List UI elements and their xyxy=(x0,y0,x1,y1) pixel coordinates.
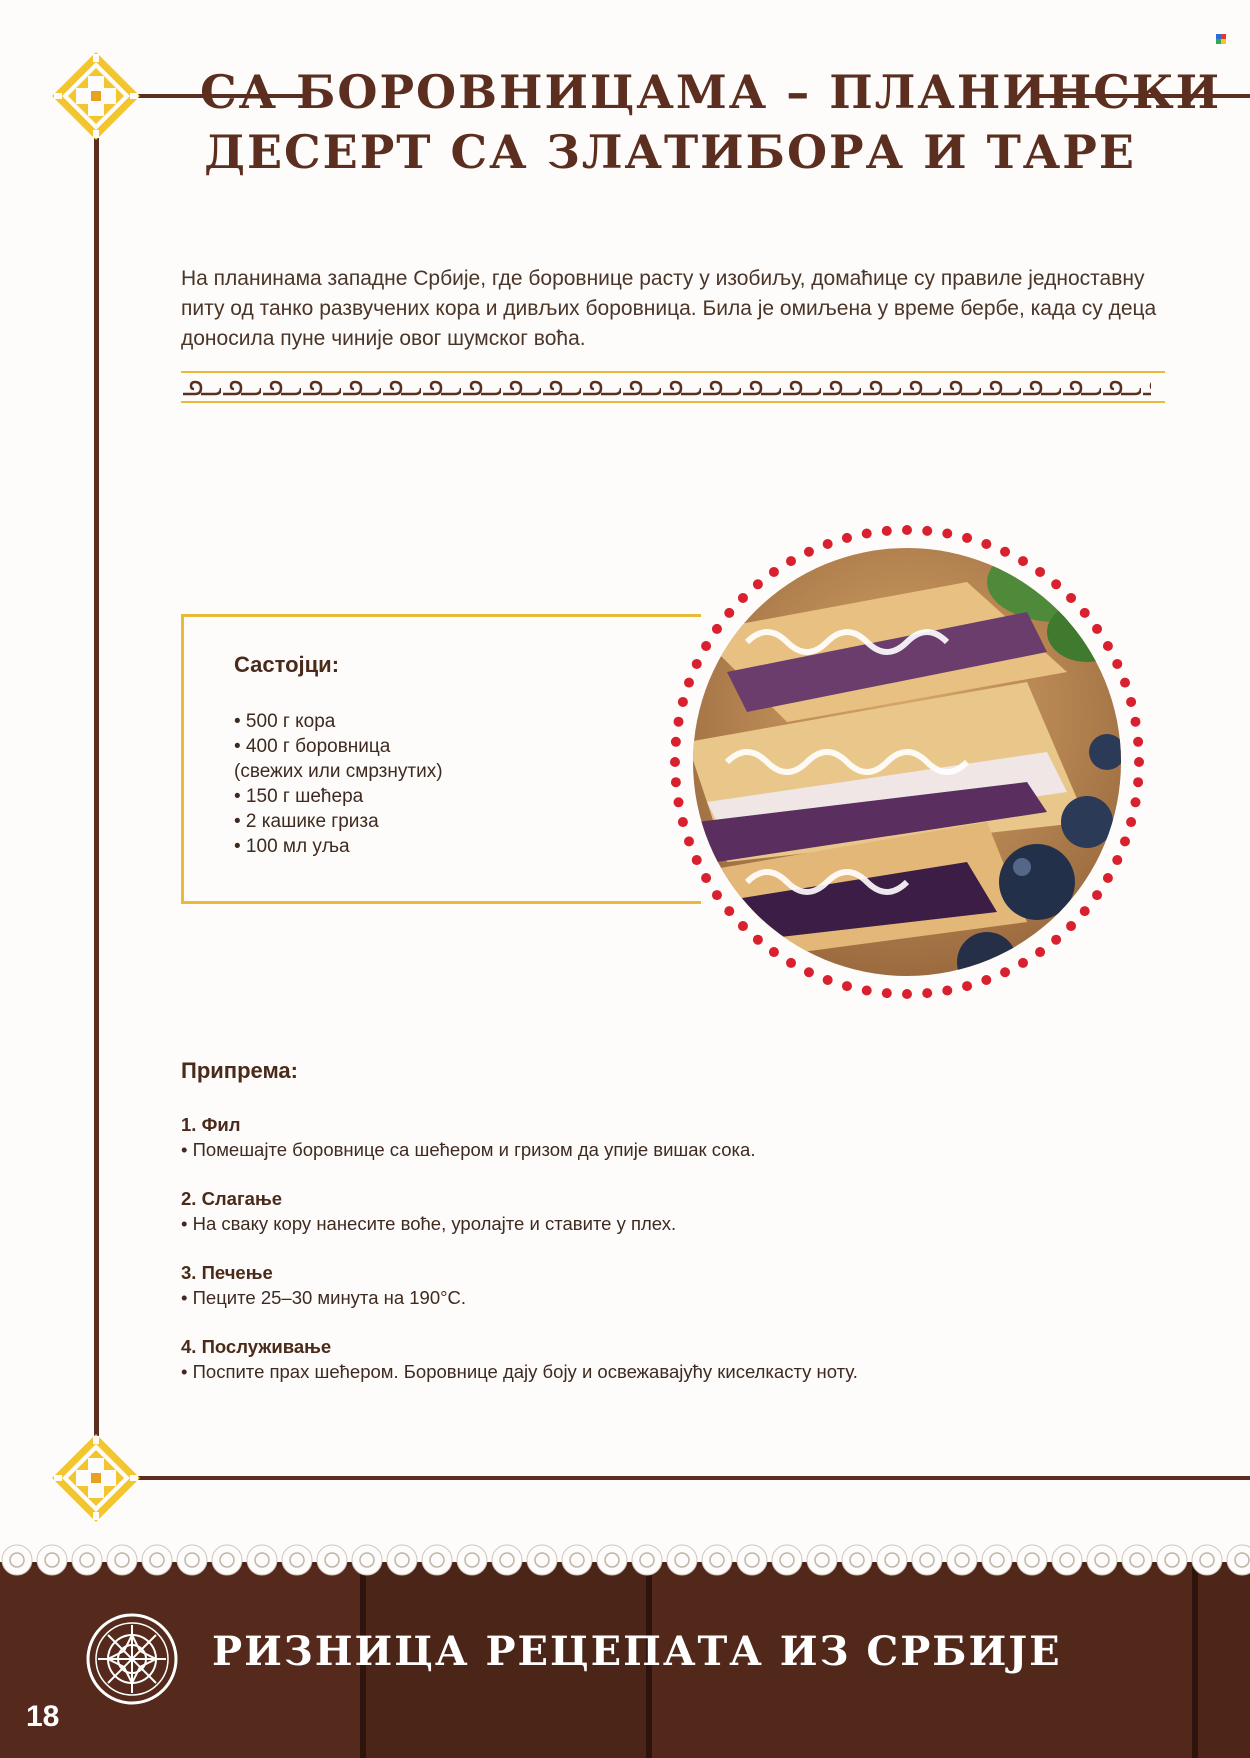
step-heading: 1. Фил xyxy=(181,1114,241,1135)
step-text: • На сваку кору нанесите воће, уролајте и ставите у плех. xyxy=(181,1213,677,1234)
ingredients-list xyxy=(234,709,443,859)
preparation-step xyxy=(181,1260,858,1310)
preparation-title: Припрема: xyxy=(181,1058,298,1083)
ingredient-item: • 500 г кора xyxy=(234,711,336,732)
footer-title: РИЗНИЦА РЕЦЕПАТА ИЗ СРБИЈЕ xyxy=(212,1628,1062,1675)
ingredient-item: • 150 г шећера xyxy=(234,786,364,807)
page-number: 18 xyxy=(26,1700,60,1733)
corner-ornament-bottom xyxy=(50,1432,142,1524)
step-heading: 4. Послуживање xyxy=(181,1336,332,1357)
rosette-emblem-icon xyxy=(85,1612,179,1706)
ingredient-item: (свежих или смрзнутих) xyxy=(234,761,443,782)
title-line-1: СА БОРОВНИЦАМА – ПЛАНИНСКИ xyxy=(200,65,1222,119)
intro-paragraph: На планинама западне Србије, где боровнице расту у изобиљу, домаћице су правиле једноставну питу од танко развучених кора и дивљих боровница. Била је омиљена у време бербе, када су деца доносила пуне чиније овог шумског воћа. xyxy=(181,267,1157,350)
preparation-step xyxy=(181,1186,858,1236)
ingredient-item: • 100 мл уља xyxy=(234,836,350,857)
preparation-step xyxy=(181,1112,858,1162)
page-title xyxy=(200,62,1222,182)
frame-bottom-line xyxy=(138,1476,1250,1480)
frame-left-line xyxy=(94,138,99,1438)
preparation-steps xyxy=(181,1112,858,1408)
ingredient-item: • 2 кашике гриза xyxy=(234,811,379,832)
step-heading: 2. Слагање xyxy=(181,1188,283,1209)
title-line-2: ДЕСЕРТ СА ЗЛАТИБОРА И ТАРЕ xyxy=(204,125,1136,179)
step-heading: 3. Печење xyxy=(181,1262,273,1283)
blueberry-pie-photo xyxy=(667,522,1147,1002)
color-mark-icon xyxy=(1216,34,1226,44)
step-text: • Помешајте боровнице са шећером и гризом да упије вишак сока. xyxy=(181,1139,756,1160)
corner-ornament-top xyxy=(50,50,142,142)
ingredients-title: Састојци: xyxy=(234,652,340,677)
step-text: • Пеците 25–30 минута на 190°C. xyxy=(181,1287,467,1308)
step-text: • Поспите прах шећером. Боровнице дају боју и освежавајућу киселкасту ноту. xyxy=(181,1361,858,1382)
ornamental-divider xyxy=(181,370,1165,404)
ingredient-item: • 400 г боровница xyxy=(234,736,391,757)
preparation-step xyxy=(181,1334,858,1384)
